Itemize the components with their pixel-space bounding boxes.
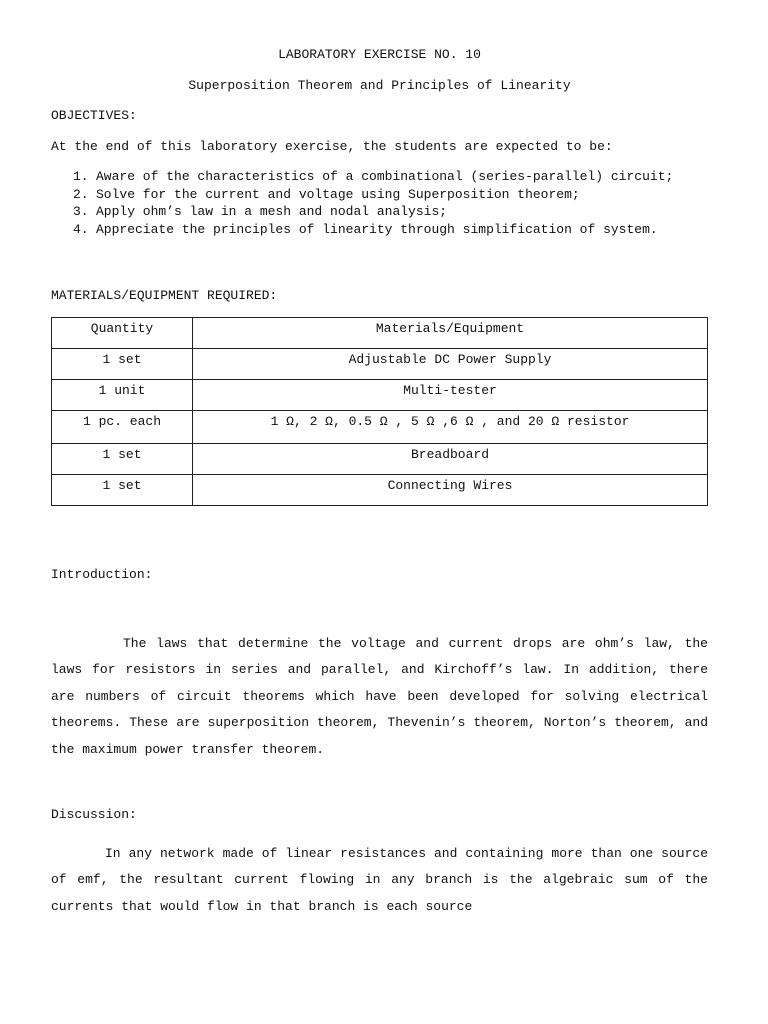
column-header-quantity: Quantity: [52, 318, 193, 349]
objective-item: [51, 203, 708, 221]
item-cell: 1 Ω, 2 Ω, 0.5 Ω , 5 Ω ,6 Ω , and 20 Ω resistor: [193, 411, 708, 444]
introduction-heading: Introduction:: [51, 567, 153, 582]
table-header-row: [52, 318, 708, 349]
document-title: LABORATORY EXERCISE NO. 10: [278, 47, 481, 62]
table-row: [52, 411, 708, 444]
objectives-heading: OBJECTIVES:: [51, 108, 137, 123]
objective-number: 2.: [73, 186, 89, 202]
introduction-paragraph: The laws that determine the voltage and current drops are ohm’s law, the laws for resistors in series and parallel, and Kirchoff’s law. In addition, there are numbers of circuit theorems which have been developed for solving electrical theorems. These are superposition theorem, Thevenin’s theorem, Norton’s theorem, and the maximum power transfer theorem.: [51, 636, 708, 757]
item-cell: Adjustable DC Power Supply: [193, 349, 708, 380]
objective-text: Appreciate the principles of linearity through simplification of system.: [96, 221, 658, 237]
table-row: [52, 380, 708, 411]
objective-number: 4.: [73, 221, 89, 237]
quantity-cell: 1 unit: [52, 380, 193, 411]
discussion-paragraph: In any network made of linear resistances and containing more than one source of emf, the resultant current flowing in any branch is the algebraic sum of the currents that would flow in that branch is each source: [51, 846, 708, 914]
objective-item: [51, 186, 708, 204]
objective-text: Aware of the characteristics of a combinational (series-parallel) circuit;: [96, 169, 674, 184]
objective-item: [51, 221, 708, 239]
objectives-intro: At the end of this laboratory exercise, the students are expected to be:: [51, 139, 613, 154]
objective-text: Solve for the current and voltage using Superposition theorem;: [96, 186, 580, 202]
discussion-heading: Discussion:: [51, 807, 137, 822]
materials-heading: MATERIALS/EQUIPMENT REQUIRED:: [51, 288, 278, 303]
item-cell: Breadboard: [193, 444, 708, 475]
item-cell: Multi-tester: [193, 380, 708, 411]
quantity-cell: 1 set: [52, 349, 193, 380]
document-subtitle: Superposition Theorem and Principles of Linearity: [188, 78, 571, 93]
materials-table: [51, 317, 708, 506]
objective-number: 3.: [73, 204, 89, 220]
quantity-cell: 1 set: [52, 444, 193, 475]
table-row: [52, 475, 708, 506]
item-cell: Connecting Wires: [193, 475, 708, 506]
objective-number: 1.: [73, 169, 89, 184]
table-row: [52, 349, 708, 380]
quantity-cell: 1 pc. each: [52, 411, 193, 444]
table-row: [52, 444, 708, 475]
objective-text: Apply ohm’s law in a mesh and nodal analysis;: [96, 204, 448, 220]
quantity-cell: 1 set: [52, 475, 193, 506]
objective-item: [51, 168, 708, 186]
column-header-materials: Materials/Equipment: [193, 318, 708, 349]
objectives-list: [51, 168, 708, 238]
